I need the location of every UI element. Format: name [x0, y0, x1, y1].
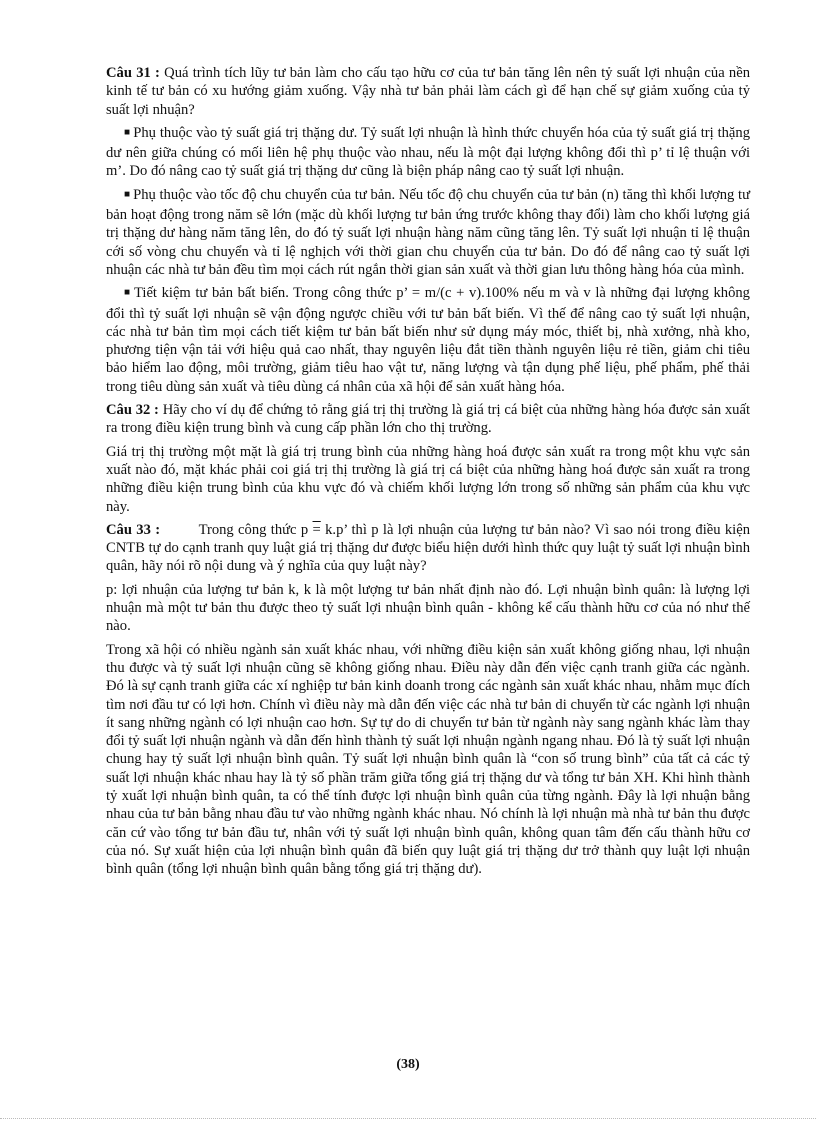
question-31-label: Câu 31 : — [106, 65, 160, 81]
question-33-text-after: k.p’ thì p là lợi nhuận của lượng tư bản nào? Vì sao nói trong điều kiện CNTB tự do cạnh tranh quy luật giá trị thặng dư được biểu hiện dưới hình thức quy luật tỷ suất lợi nhuận bình quân, hãy nói rõ nội dung và ý nghĩa của quy luật này? — [106, 521, 751, 575]
q31-point-2 — [106, 186, 750, 279]
question-33-text-before: Trong công thức p — [198, 521, 309, 538]
q31-point-3 — [106, 284, 750, 396]
page-number: (38) — [396, 1057, 420, 1072]
q32-answer — [106, 443, 750, 516]
square-bullet-icon: ■ — [124, 188, 131, 200]
q33-answer-1 — [106, 581, 750, 636]
q33-answer-2-text: Trong xã hội có nhiều ngành sản xuất khác nhau, với những điều kiện sản xuất không giống nhau, lợi nhuận thu được và tỷ suất lợi nhuận cũng sẽ không giống nhau. Điều này dẫn đến việc cạnh tranh giữa các ngành. Đó là sự cạnh tranh giữa các xí nghiệp tư bản kinh doanh trong các ngành sản xuất khác nhau, nhằm mục đích tìm nơi đầu tư có lợi hơn. Chính vì điều này mà dẫn đến việc các nhà tư bản di chuyển từ các ngành lợi nhuận ít sang những ngành có lợi nhuận cao hơn. Sự tự do di chuyển tư bản từ ngành này sang ngành khác làm thay đổi tỷ suất lợi nhuận ngành và dẫn đến hình thành tỷ suất lợi nhuận ngành ngang nhau. Đó là tỷ suất lợi nhuận chung hay tỷ suất lợi nhuận bình quân. Tỷ suất lợi nhuận bình quân là “con số trung bình” của tất cả các tỷ suất lợi nhuận khác nhau hay là tỷ số phần trăm giữa tổng giá trị thặng dư và tổng tư bản XH. Khi hình thành tỷ xuất lợi nhuận bình quân, ta có thể tính được lợi nhuận bình quân của từng ngành. Đây là lợi nhuận bằng nhau của tư bản bằng nhau đầu tư vào những ngành khác nhau. Nó chính là lợi nhuận mà nhà tư bản thu được căn cứ vào tổng tư bản đầu tư, nhân với tỷ suất lợi nhuận bình quân, không quan tâm đến cấu thành hữu cơ của nó. Sự xuất hiện của lợi nhuận bình quân đã biến quy luật giá trị thặng dư trở thành quy luật lợi nhuận bình quân (tổng lợi nhuận bình quân bằng tổng giá trị thặng dư). — [106, 641, 750, 878]
square-bullet-icon: ■ — [124, 287, 131, 299]
question-33 — [106, 521, 750, 576]
question-33-formula: = — [312, 521, 321, 538]
q31-point-3-text: Tiết kiệm tư bản bất biến. Trong công thức p’ = m/(c + v).100% nếu m và v là những đại lượng không đổi thì tỷ suất lợi nhuận sẽ vận động ngược chiều với tư bản bất biến. Vì thế để nâng cao tỷ suất lợi nhuận, các nhà tư bản tìm mọi cách tiết kiệm tư bản bất biến như sử dụng máy móc, thiết bị, nhà xưởng, nhà kho, phương tiện vận tải với hiệu quả cao nhất, thay nguyên liệu đắt tiền thành nguyên liệu rẻ tiền, giảm chi tiêu bảo hiểm lao động, môi trường, giảm tiêu hao vật tư, năng lượng và tận dụng phế liệu, phế phẩm, phế thải trong tiêu dùng sản xuất và tiêu dùng cá nhân của xã hội để sản xuất hàng hóa. — [106, 285, 750, 395]
question-31-text: Quá trình tích lũy tư bản làm cho cấu tạo hữu cơ của tư bản tăng lên nên tỷ suất lợi nhuận của nền kinh tế tư bản có xu hướng giảm xuống. Vậy nhà tư bản phải làm cách gì để hạn chế sự giảm xuống của tỷ suất lợi nhuận? — [106, 65, 751, 118]
q33-answer-2 — [106, 641, 750, 879]
question-33-label: Câu 33 : — [106, 521, 161, 538]
q32-answer-text: Giá trị thị trường một mặt là giá trị trung bình của những hàng hoá được sản xuất ra trong một khu vực sản xuất nào đó, mặt khác phải coi giá trị thị trường là giá trị cá biệt của những hàng hoá được sản xuất ra trong những điều kiện trung bình của khu vực đó và chiếm khối lượng lớn trong số những sản phẩm của khu vực này. — [106, 443, 750, 515]
page-bottom-divider — [0, 1118, 816, 1119]
q31-point-2-text: Phụ thuộc vào tốc độ chu chuyển của tư bản. Nếu tốc độ chu chuyển của tư bản (n) tăng thì khối lượng tư bản hoạt động trong năm sẽ lớn (mặc dù khối lượng tư bản ứng trước không thay đổi) làm cho khối lượng giá trị thặng dư hàng năm tăng lên, do đó tỷ suất lợi nhuận hàng năm cũng tăng lên. Tỷ suất lợi nhuận tỉ lệ thuận cới số vòng chu chuyển và tỉ lệ nghịch với thời gian chu chuyển của tư bản. Do đó để nâng cao tỷ suất lợi nhuận các nhà tư bản đều tìm mọi cách rút ngắn thời gian sản xuất và thời gian lưu thông hàng hóa của mình. — [106, 186, 750, 278]
q33-answer-1-text: p: lợi nhuận của lượng tư bản k, k là một lượng tư bản nhất định nào đó. Lợi nhuận bình quân: là lượng lợi nhuận mà một tư bản thu được theo tỷ suất lợi nhuận bình quân - không kể cấu thành hữu cơ của nó như thế nào. — [106, 581, 750, 635]
square-bullet-icon: ■ — [124, 126, 131, 138]
q31-point-1 — [106, 124, 750, 181]
question-32 — [106, 401, 750, 438]
question-32-label: Câu 32 : — [106, 402, 159, 419]
document-body — [106, 64, 750, 883]
question-32-text: Hãy cho ví dụ để chứng tỏ rằng giá trị thị trường là giá trị cá biệt của những hàng hóa được sản xuất ra trong điều kiện trung bình và cung cấp phần lớn cho thị trường. — [106, 402, 751, 437]
q31-point-1-text: Phụ thuộc vào tỷ suất giá trị thặng dư. Tỷ suất lợi nhuận là hình thức chuyển hóa của tỷ suất giá trị thặng dư nên giữa chúng có mối liên hệ phụ thuộc vào nhau, nếu là một đại lượng không đổi thì p’ tỉ lệ thuận với m’. Do đó nâng cao tỷ suất giá trị thặng dư cũng là biện pháp nâng cao tỷ suất lợi nhuận. — [106, 124, 750, 180]
question-31 — [106, 64, 750, 119]
